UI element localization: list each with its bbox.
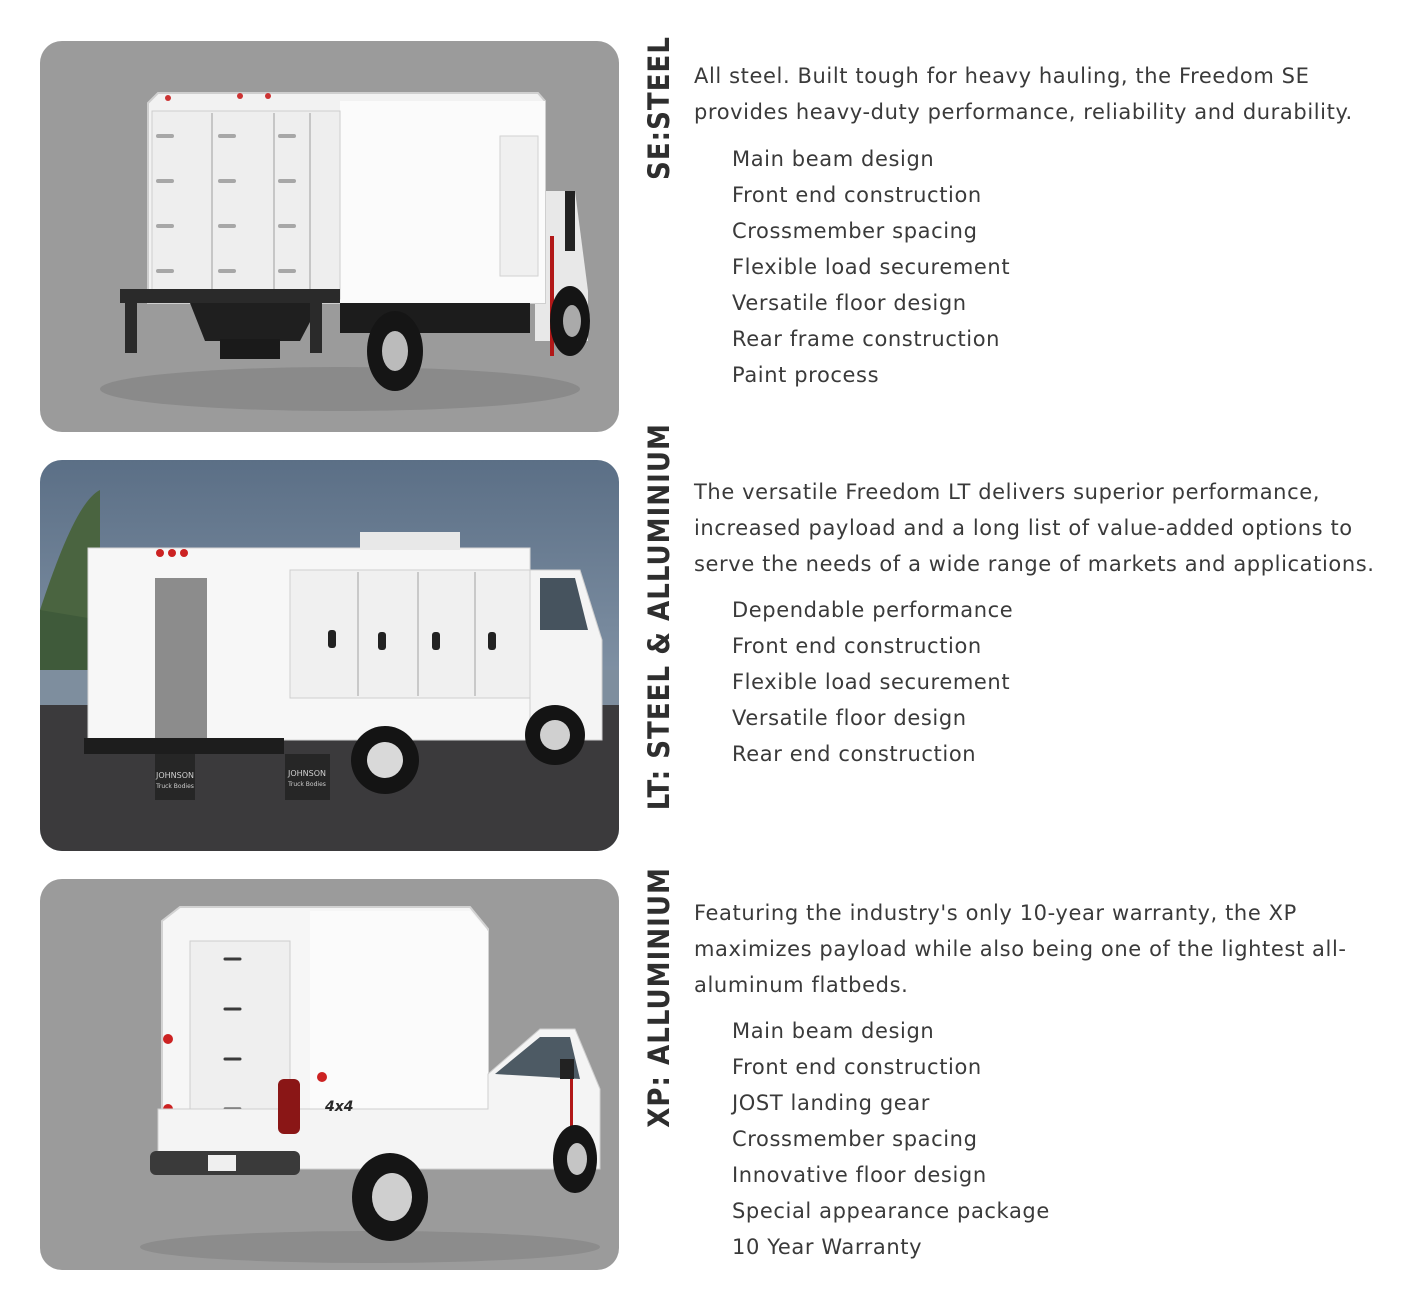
list-item: Main beam design	[732, 147, 935, 171]
xp-truck-photo	[40, 879, 619, 1270]
list-item: Innovative floor design	[732, 1163, 987, 1187]
list-item: Special appearance package	[732, 1199, 1050, 1223]
list-item: Crossmember spacing	[732, 219, 978, 243]
svg-text:JOHNSON: JOHNSON	[287, 769, 327, 778]
se-truck-photo	[40, 41, 619, 432]
lt-truck-photo	[40, 460, 619, 851]
section-description-lt: The versatile Freedom LT delivers superior performance, increased payload and a long list of value-added options to serve the needs of a wide range of markets and applications.	[694, 480, 1375, 576]
svg-text:4x4: 4x4	[325, 1099, 354, 1115]
list-item: Front end construction	[732, 183, 982, 207]
list-item: Paint process	[732, 363, 880, 387]
svg-text:Truck Bodies: Truck Bodies	[288, 781, 326, 788]
list-item: Rear frame construction	[732, 327, 1001, 351]
section-title-lt: LT: STEEL & ALLUMINIUM	[642, 422, 676, 810]
list-item: Flexible load securement	[732, 255, 1011, 279]
list-item: Main beam design	[732, 1019, 935, 1043]
list-item: 10 Year Warranty	[732, 1235, 923, 1259]
feature-list-lt	[732, 592, 1013, 772]
section-title-xp: XP: ALLUMINIUM	[642, 867, 676, 1128]
list-item: Dependable performance	[732, 598, 1014, 622]
feature-list-xp	[732, 1013, 1050, 1265]
list-item: Crossmember spacing	[732, 1127, 978, 1151]
list-item: JOST landing gear	[732, 1091, 931, 1115]
list-item: Flexible load securement	[732, 670, 1011, 694]
section-description-xp: Featuring the industry's only 10-year warranty, the XP maximizes payload while also being one of the lightest all-aluminum flatbeds.	[694, 901, 1347, 997]
list-item: Versatile floor design	[732, 706, 967, 730]
section-title-se: SE:STEEL	[642, 36, 676, 180]
section-description-se: All steel. Built tough for heavy hauling, the Freedom SE provides heavy-duty performance, reliability and durability.	[694, 64, 1353, 124]
svg-text:JOHNSON: JOHNSON	[155, 771, 195, 780]
list-item: Front end construction	[732, 634, 982, 658]
feature-list-se	[732, 141, 1010, 393]
list-item: Front end construction	[732, 1055, 982, 1079]
list-item: Versatile floor design	[732, 291, 967, 315]
list-item: Rear end construction	[732, 742, 977, 766]
svg-text:Truck Bodies: Truck Bodies	[156, 783, 194, 790]
